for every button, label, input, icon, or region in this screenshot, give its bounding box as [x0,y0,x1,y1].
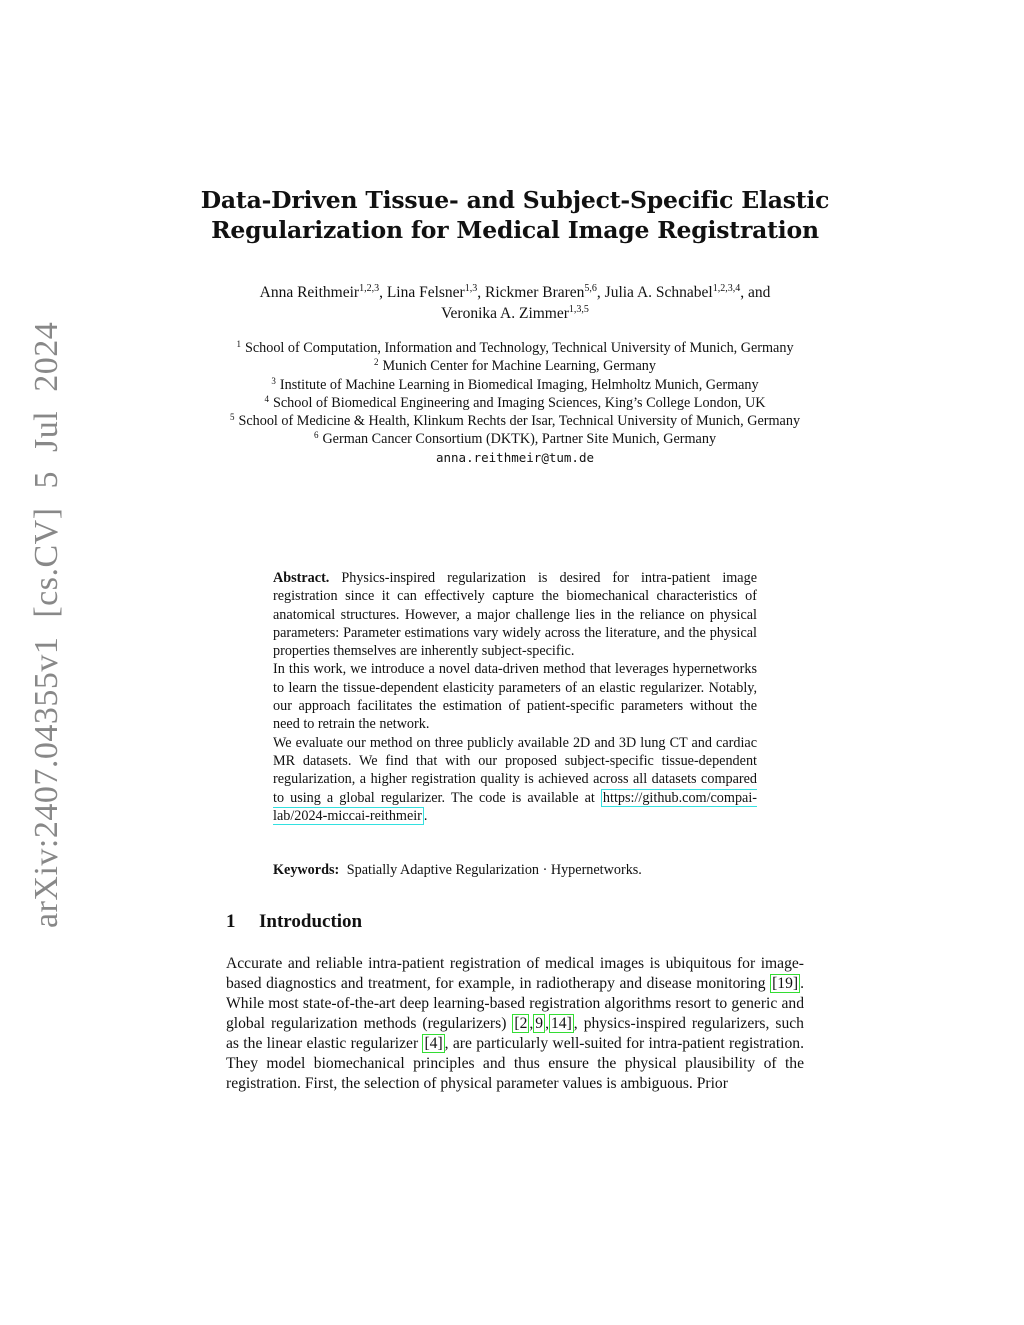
keywords-text: Spatially Adaptive Regularization · Hypernetworks. [346,862,642,878]
title-line-1: Data-Driven Tissue- and Subject-Specific Elastic [200,186,830,214]
contact-email[interactable]: anna.reithmeir@tum.de [435,449,595,465]
author-name: Rickmer Braren [484,284,585,301]
citation-link[interactable]: [2 [514,1015,528,1032]
author-conjunction: and [747,284,771,301]
author-affil-marks: 5,6 [584,283,597,294]
code-repository-link[interactable]: https://github.com/compai-lab/2024-miccai-reithmeir [273,789,757,824]
affiliation-number: 2 [374,357,379,368]
affiliation-text: German Cancer Consortium (DKTK), Partner Site Munich, Germany [322,431,717,448]
affiliation-number: 6 [313,430,319,441]
keywords [273,861,757,879]
introduction-body [226,954,804,1094]
citation-link[interactable]: [4] [424,1035,443,1052]
affiliation-item [215,357,815,375]
paper-title [200,185,830,245]
affiliation-item [215,376,815,394]
author-list: Anna Reithmeir$^{1,2,3}$, Lina Felsner$^{1,3}$, Rickmer Braren$^{5,6}$, Julia A. Schnabel$^{1,2,3,4}$, and Veronika A. Zimmer$^{1,3,5}$ [259,283,771,322]
abstract-period: . [423,807,428,824]
affiliation-item [215,412,815,430]
abstract-paragraph-3 [273,734,757,825]
affiliation-number: 3 [271,375,276,386]
author-name: Lina Felsner [386,284,465,301]
author-name: Julia A. Schnabel [604,284,713,301]
abstract-paragraph-1 [273,569,757,660]
affiliation-number: 1 [236,339,241,349]
section-title: Introduction [259,911,363,932]
affiliation-text: Munich Center for Machine Learning, Germany [382,358,656,375]
affiliation-list [215,339,815,467]
affiliation-item [215,430,815,448]
affiliation-text: School of Biomedical Engineering and Imaging Sciences, King’s College London, UK [272,394,766,411]
author-affil-marks: 1,2,3 [359,283,380,294]
citation-link[interactable]: 9 [535,1015,544,1032]
affiliation-text: School of Computation, Information and Technology, Technical University of Munich, Germany [244,340,794,356]
author-affil-marks: 1,2,3,4 [712,283,741,294]
abstract-text: We evaluate our method on three publicly available 2D and 3D lung CT and cardiac MR datasets. We find that with our proposed subject-specific tissue-dependent regularization, a higher registration quality is achieved across all datasets compared to using a global regularizer. The code is available at [273,734,757,806]
affiliation-number: 5 [229,412,235,423]
citation-link[interactable]: [19] [772,975,799,992]
citation-link[interactable]: 14] [551,1015,572,1032]
section-heading-introduction [226,911,362,933]
abstract-text: Physics-inspired regularization is desired for intra-patient image registration since it can effectively capture the biomechanical characteristics of anatomical structures. However, a major challenge lies in the reliance on physical parameters: Parameter estimations vary widely across the literature, and the physical properties themselves are inherently subject-specific. [273,570,757,660]
affiliation-item [215,339,815,357]
intro-text: , physics-inspired regularizers, such as the linear elastic regularizer [226,1015,804,1052]
author-name: Anna Reithmeir [259,284,360,301]
keywords-label: Keywords: [273,862,340,878]
intro-text: , are particularly well-suited for intra-patient registration. They model biomechanical principles and thus ensure the physical plausibility of the registration. First, the selection of physical parameter values is ambiguous. Prior [226,1035,804,1092]
author-affil-marks: 1,3 [464,283,478,294]
affiliation-number: 4 [264,393,269,404]
intro-text: Accurate and reliable intra-patient registration of medical images is ubiquitous for image-based diagnostics and treatment, for example, in radiotherapy and disease monitoring [226,955,804,992]
abstract [273,569,757,825]
title-line-2: Regularization for Medical Image Registration [211,216,819,244]
arxiv-sidebar-stamp: arXiv:2407.04355v1 [cs.CV] 5 Jul 2024 [28,321,65,928]
affiliation-item [215,394,815,412]
abstract-label: Abstract. [273,570,330,586]
intro-text: . While most state-of-the-art deep learning-based registration algorithms resort to generic and global regularization methods (regularizers) [226,975,804,1032]
abstract-paragraph-2: In this work, we introduce a novel data-driven method that leverages hypernetworks to learn the tissue-dependent elasticity parameters of an elastic regularizer. Notably, our approach facilitates the estimation of patient-specific parameters without the need to retrain the network. [273,661,757,733]
affiliation-text: Institute of Machine Learning in Biomedical Imaging, Helmholtz Munich, Germany [279,376,759,393]
affiliation-text: School of Medicine & Health, Klinkum Rechts der Isar, Technical University of Munich, Germany [238,413,801,430]
section-number: 1 [226,911,236,932]
author-name: Veronika A. Zimmer [441,305,569,322]
author-affil-marks: 1,3,5 [568,304,589,315]
intro-paragraph: Accurate and reliable intra-patient registration of medical images is ubiquitous for image-based diagnostics and treatment, for example, in radiotherapy and disease monitoring [19] . While most state-of-the-art deep learning-based registration algorithms resort to generic and global regularization methods (regularizers) [2 , 9 , 14] , physics-inspired regularizers, such as the linear elastic regularizer [4] , are particularly well-suited for intra-patient registration. They model biomechanical principles and thus ensure the physical plausibility of the registration. First, the selection of physical parameter values is ambiguous. Prior [226,955,804,1092]
